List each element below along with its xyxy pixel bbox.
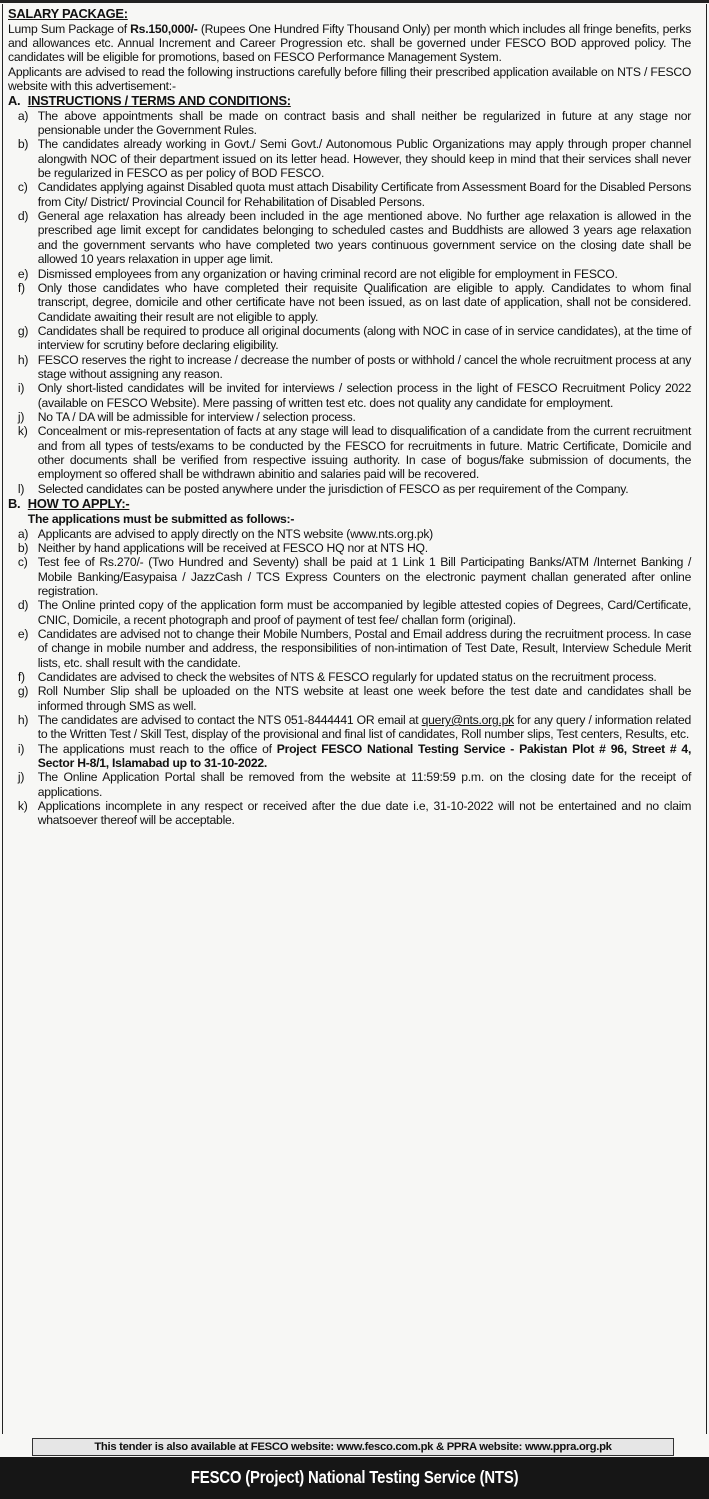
item-marker: d) — [17, 209, 29, 224]
list-item — [8, 555, 691, 598]
section-a-title: INSTRUCTIONS / TERMS AND CONDITIONS: — [27, 93, 291, 109]
contact-text-suffix: for any query / information related to the Written Test / Skill Test, display of the provisional and final list of candidates, Roll number slips, Test centers, Results, etc. — [37, 712, 692, 742]
contact-text-prefix: The candidates are advised to contact the NTS 051-8444441 OR email at — [37, 712, 422, 727]
item-marker: f) — [17, 669, 25, 684]
item-marker: k) — [17, 799, 28, 814]
list-item — [8, 541, 691, 555]
item-text: Roll Number Slip shall be uploaded on the NTS website at least one week before the test date and candidates shall be informed through SMS as well. — [37, 684, 692, 713]
item-text: The Online printed copy of the application form must be accompanied by legible attested copies of Degrees, Card/Certificate, CNIC, Domicile, a recent photograph and proof of payment of test fee/ challan form (original). — [37, 598, 692, 627]
item-marker: c) — [17, 555, 28, 570]
item-marker: d) — [17, 598, 29, 613]
advertisement-body — [8, 6, 691, 828]
item-text: Dismissed employees from any organization or having criminal record are not eligible for employment in FESCO. — [37, 266, 618, 281]
section-a-heading — [8, 93, 691, 109]
item-marker: b) — [17, 137, 29, 152]
list-item — [8, 180, 691, 209]
query-email-link[interactable]: query@nts.org.pk — [421, 712, 514, 727]
section-b-subheading: The applications must be submitted as follows:- — [27, 511, 295, 526]
section-a-letter: A. — [8, 93, 21, 109]
list-item — [8, 209, 691, 266]
item-text: Candidates are advised to check the websites of NTS & FESCO regularly for updated status on the recruitment process. — [37, 669, 657, 684]
item-text: The candidates already working in Govt./ Semi Govt./ Autonomous Public Organizations may apply through proper channel alongwith NOC of their department issued on its letter head. However, they should keep in mind that their services shall never be regularized in FESCO as per policy of BOD FESCO. — [37, 137, 692, 181]
item-marker: c) — [17, 180, 28, 195]
list-item — [8, 281, 691, 324]
salary-heading: SALARY PACKAGE: — [8, 6, 128, 21]
list-item — [8, 713, 691, 742]
item-text: General age relaxation has already been included in the age mentioned above. No further age relaxation is allowed in the prescribed age limit except for candidates belonging to scheduled castes and Buddhists are allowed 3 years age relaxation and the government servants who have completed two years continuous government service on the closing date shall be allowed 10 years relaxation in upper age limit. — [37, 209, 692, 267]
list-item — [8, 410, 691, 424]
list-item — [8, 353, 691, 382]
section-b-title: HOW TO APPLY:- — [27, 496, 130, 511]
salary-amount: Rs.150,000/- — [130, 21, 198, 36]
item-text: The above appointments shall be made on contract basis and shall neither be regularized in future at any stage nor pensionable under the Government Rules. — [37, 108, 692, 138]
section-a-list — [8, 109, 691, 496]
section-b-heading — [8, 496, 691, 512]
section-b-letter: B. — [8, 496, 21, 511]
item-text: No TA / DA will be admissible for interview / selection process. — [37, 409, 356, 424]
item-text: Candidates applying against Disabled quota must attach Disability Certificate from Assessment Board for the Disabled Persons from City/ District/ Provincial Council for Rehabilitation of Disabled Persons. — [37, 180, 692, 209]
item-text: Candidates are advised not to change their Mobile Numbers, Postal and Email address during the recruitment process. In case of change in mobile number and address, the responsibilities of non-intimation of Test Date, Result, Interview Schedule Merit lists, etc. shall result with the candidate. — [37, 626, 692, 670]
office-text-prefix: The applications must reach to the office of — [37, 741, 277, 756]
item-marker: a) — [17, 108, 29, 123]
item-text: Neither by hand applications will be received at FESCO HQ nor at NTS HQ. — [37, 540, 428, 555]
item-marker: g) — [17, 323, 29, 338]
item-marker: h) — [17, 712, 29, 727]
item-marker: e) — [17, 626, 29, 641]
list-item — [8, 381, 691, 410]
item-text: Applicants are advised to apply directly on the NTS website (www.nts.org.pk) — [37, 526, 434, 541]
item-text: Only those candidates who have completed their requisite Qualification are eligible to apply. Candidates to whom final transcript, degree, domicile and other certificate have not been issued, as on last date of application, shall not be considered. Candidate awaiting their result are not eligible to apply. — [37, 280, 692, 324]
item-text: Candidates shall be required to produce all original documents (along with NOC in case of in service candidates), at the time of interview for scrutiny before declaring eligibility. — [37, 323, 692, 353]
list-item — [8, 137, 691, 180]
list-item — [8, 109, 691, 138]
footer-banner — [0, 1457, 709, 1499]
item-text: Concealment or mis-representation of facts at any stage will lead to disqualification of a candidate from the current recruitment and from all types of tests/exams to be conducted by the FESCO for recruitments in future. Matric Certificate, Domicile and other documents shall be verified from respective issuing authority. In case of bogus/fake submission of documents, the employment so offered shall be withdrawn abinitio and salaries paid will be recovered. — [37, 424, 692, 482]
item-marker: g) — [17, 684, 29, 699]
item-marker: k) — [17, 424, 28, 439]
item-marker: e) — [17, 266, 29, 281]
salary-text-rest: (Rupees One Hundred Fifty Thousand Only) per month which includes all fringe benefits, perks and allowances etc. Annual Increment and Career Progression etc. shall be governed under FESCO BOD approved policy. The candidates will be eligible for promotions, based on FESCO Performance Management System. — [8, 21, 692, 65]
list-item — [8, 770, 691, 799]
applicants-advice: Applicants are advised to read the following instructions carefully before filling their prescribed application available on NTS / FESCO website with this advertisement:- — [8, 64, 692, 93]
top-rule — [0, 0, 709, 3]
item-marker: f) — [17, 280, 25, 295]
list-item — [8, 267, 691, 281]
item-text — [38, 742, 691, 771]
item-text: Only short-listed candidates will be invited for interviews / selection process in the light of FESCO Recruitment Policy 2022 (available on FESCO Website). Mere passing of written test etc. does not quality any candidate for employment. — [37, 381, 692, 410]
list-item — [8, 627, 691, 670]
list-item — [8, 598, 691, 627]
item-marker: b) — [17, 540, 29, 555]
office-address: Project FESCO National Testing Service - Pakistan Plot # 96, Street # 4, Sector H-8/1, Islamabad up to 31-10-2022. — [37, 741, 692, 770]
item-text: Test fee of Rs.270/- (Two Hundred and Seventy) shall be paid at 1 Link 1 Bill Participating Banks/ATM /Internet Banking / Mobile Banking/Easypaisa / JazzCash / TCS Express Counters on the electronic payment challan generated after online registration. — [37, 555, 692, 598]
item-text: Selected candidates can be posted anywhere under the jurisdiction of FESCO as per requirement of the Company. — [37, 481, 629, 496]
salary-text-prefix: Lump Sum Package of — [8, 21, 131, 36]
item-text — [38, 713, 691, 742]
item-marker: j) — [17, 409, 25, 424]
list-item — [8, 482, 691, 496]
item-marker: i) — [17, 741, 25, 756]
list-item — [8, 324, 691, 353]
item-marker: l) — [17, 481, 25, 496]
list-item — [8, 684, 691, 713]
list-item — [8, 670, 691, 684]
list-item — [8, 742, 691, 771]
item-marker: h) — [17, 352, 29, 367]
item-marker: i) — [17, 381, 25, 396]
list-item — [8, 799, 691, 828]
list-item — [8, 424, 691, 481]
item-marker: a) — [17, 526, 29, 541]
item-text: FESCO reserves the right to increase / decrease the number of posts or withhold / cancel the whole recruitment process at any stage without assigning any reason. — [37, 352, 692, 381]
salary-paragraph — [8, 22, 691, 65]
item-marker: j) — [17, 770, 25, 785]
section-b-list — [8, 527, 691, 828]
item-text: Applications incomplete in any respect or received after the due date i.e, 31-10-2022 will not be entertained and no claim whatsoever thereof will be acceptable. — [37, 799, 692, 828]
footer-title: FESCO (Project) National Testing Service (NTS) — [190, 1467, 519, 1487]
list-item — [8, 527, 691, 541]
tender-availability-note: This tender is also available at FESCO website: www.fesco.com.pk & PPRA website: www.ppra.org.pk — [32, 1438, 674, 1456]
item-text: The Online Application Portal shall be removed from the website at 11:59:59 p.m. on the closing date for the receipt of applications. — [37, 770, 692, 799]
